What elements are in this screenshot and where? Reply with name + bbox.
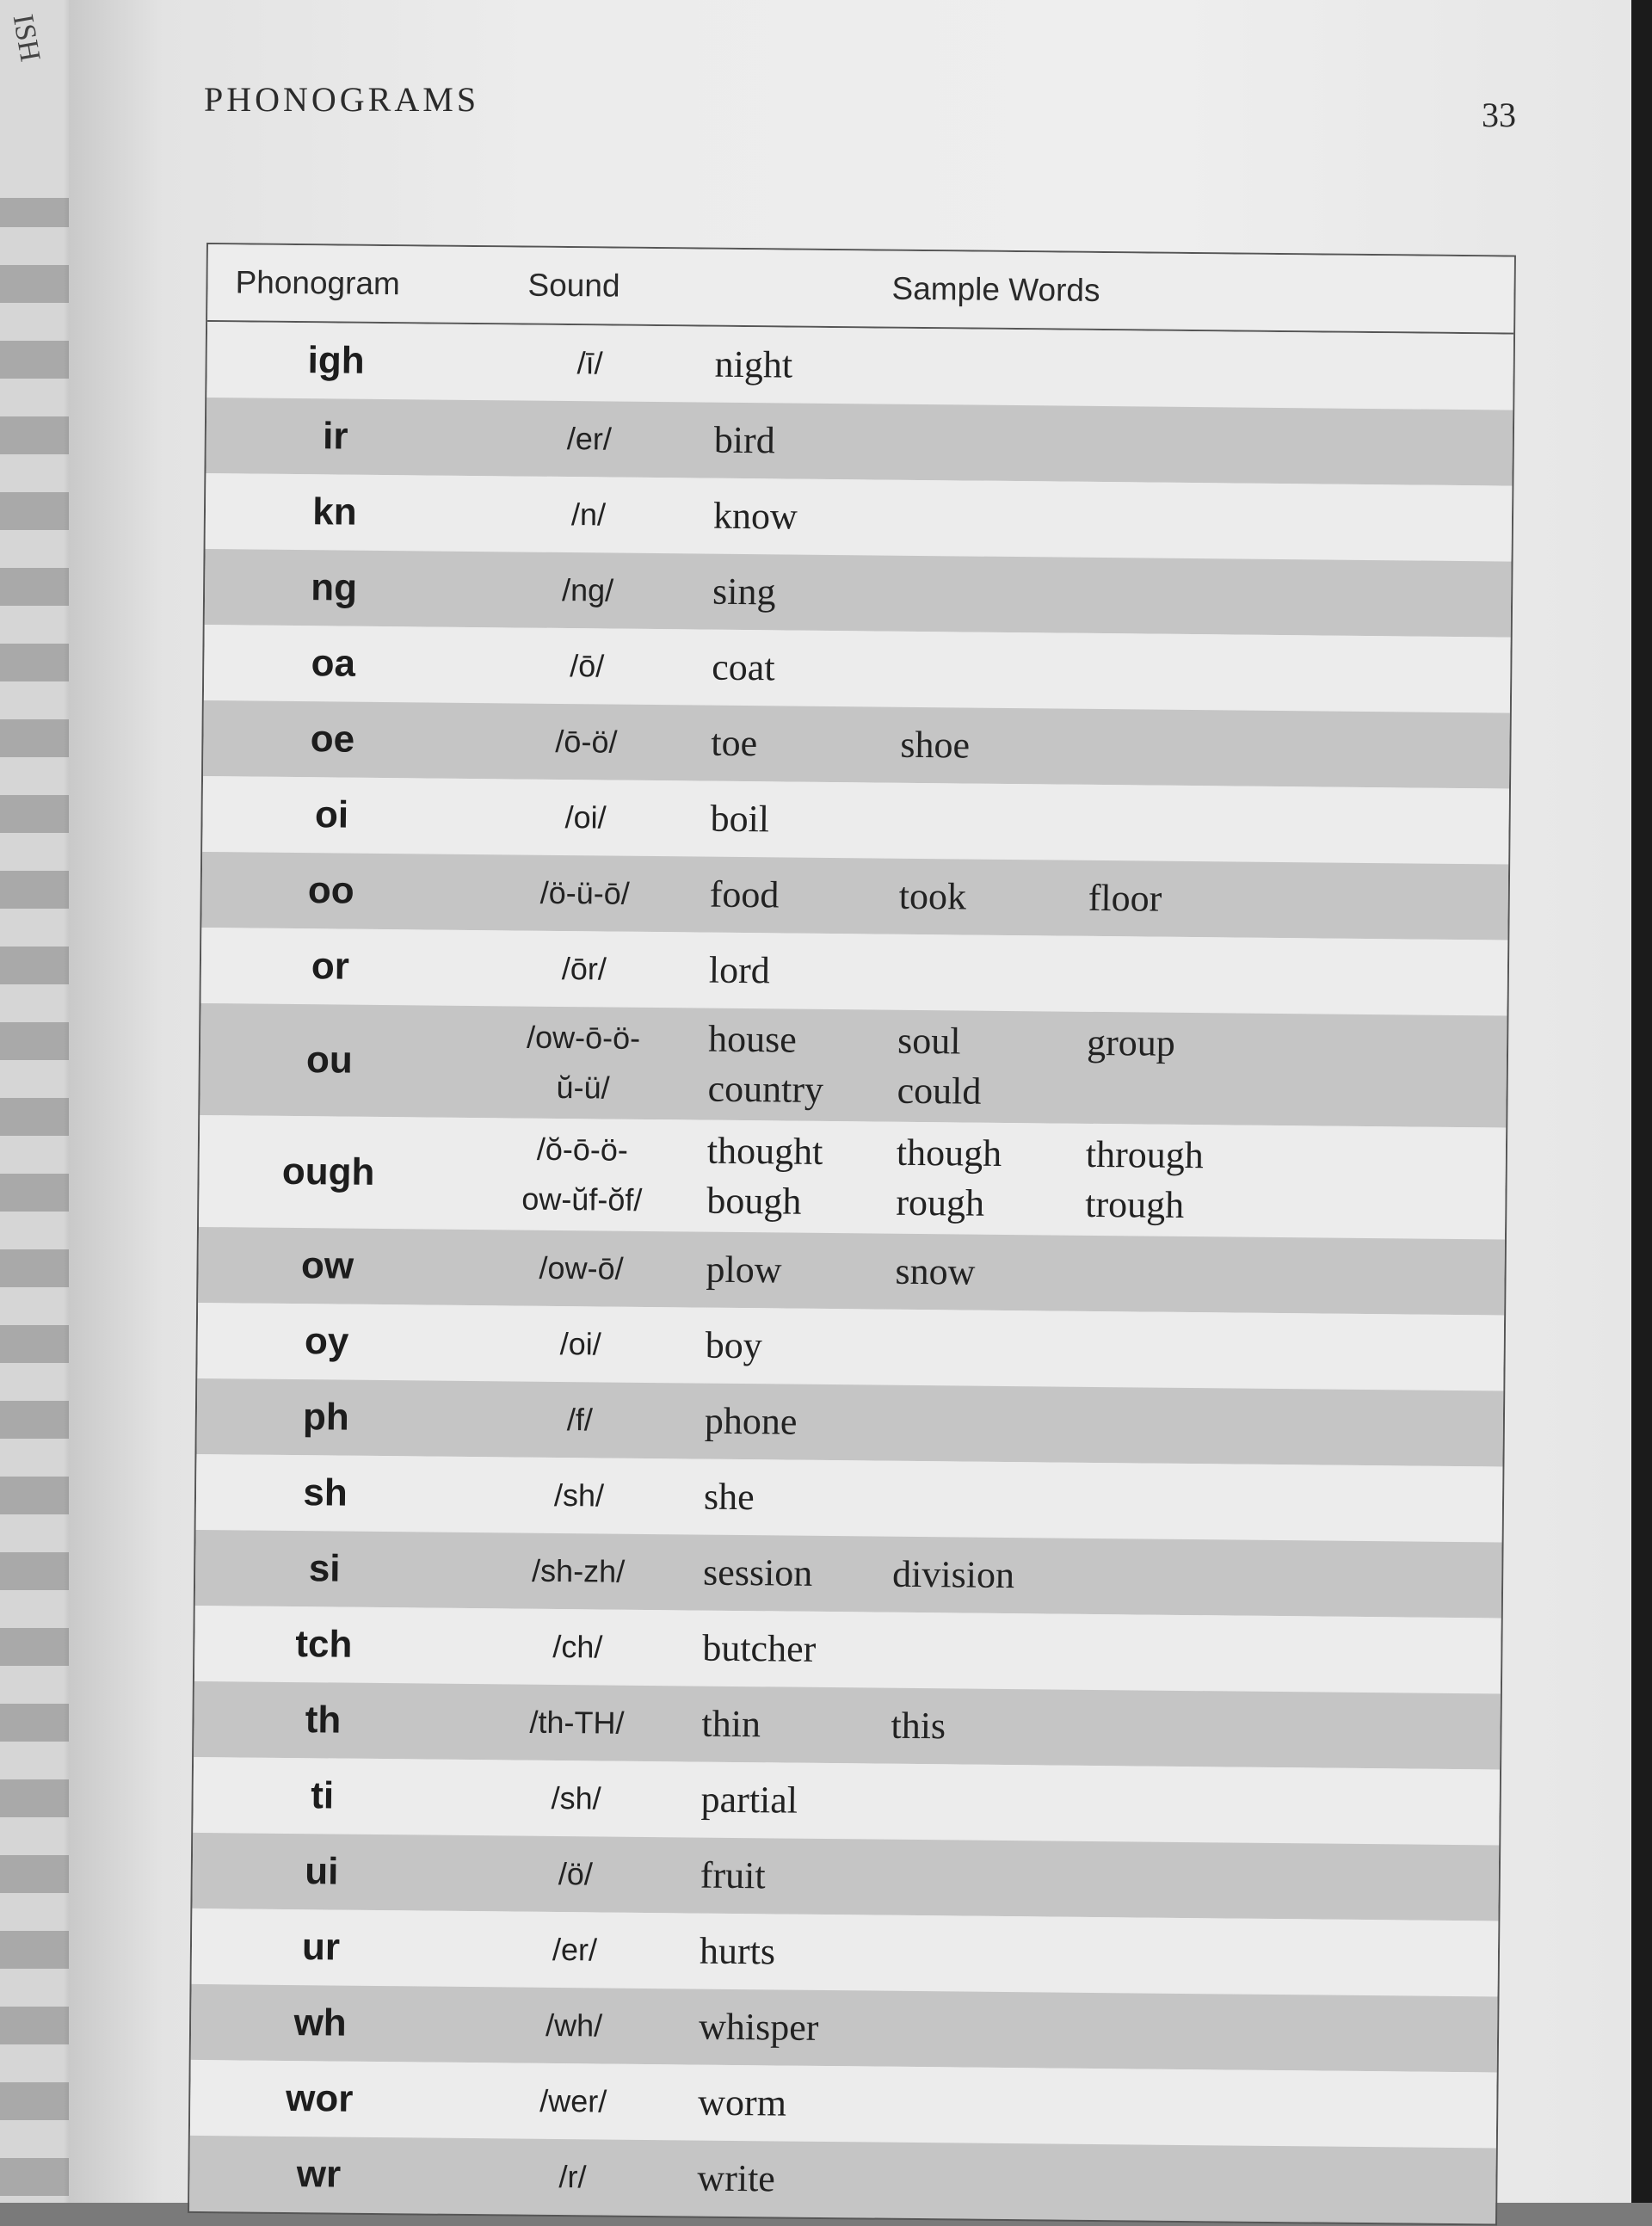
sample-words-cell [698, 2078, 1497, 2136]
sample-words-cell [704, 1472, 1503, 1530]
sample-word: phone [704, 1399, 798, 1443]
sample-word: sing [712, 570, 776, 614]
phonogram-cell: igh [307, 339, 365, 382]
sound-cell: /ch/ [552, 1628, 603, 1665]
sample-words-line [700, 1927, 1499, 1984]
sample-word: she [703, 1475, 755, 1519]
sample-words-cell [710, 794, 1509, 852]
table-row [198, 1227, 1505, 1316]
sample-words-cell [700, 1927, 1499, 1984]
sound-cell: /ŏ-ō-ö- ow-ŭf-ŏf/ [521, 1131, 643, 1218]
sample-words-cell [711, 718, 1510, 776]
table-row [189, 2136, 1496, 2224]
table-row [205, 549, 1512, 638]
sample-words-cell [709, 946, 1508, 1003]
sample-words-line [706, 1245, 1505, 1303]
sound-cell: /n/ [570, 496, 607, 533]
sample-word: food [709, 873, 780, 916]
sound-cell: /ö-ü-ō/ [539, 874, 630, 911]
sample-word: boy [705, 1323, 762, 1367]
column-header-phonogram: Phonogram [235, 264, 401, 302]
sound-cell: /wh/ [545, 2007, 603, 2044]
sample-word: night [714, 342, 793, 386]
sample-words-line [705, 1397, 1504, 1454]
phonogram-cell: ur [301, 1926, 341, 1969]
sound-cell: /sh-zh/ [531, 1552, 626, 1589]
table-body [189, 322, 1513, 2223]
table-row [195, 1530, 1502, 1619]
sample-word: lord [708, 948, 771, 992]
sound-cell: /ī/ [576, 345, 603, 381]
sample-word: trough [1085, 1182, 1185, 1226]
table-row [197, 1303, 1504, 1391]
sound-cell: /sh/ [553, 1477, 605, 1514]
table-header [207, 244, 1514, 335]
sample-words-cell [700, 1775, 1500, 1833]
sample-word: snow [895, 1249, 976, 1293]
sample-word: boil [710, 797, 770, 841]
phonogram-cell: tch [295, 1623, 353, 1666]
sample-word: know [712, 494, 798, 538]
sample-word: could [897, 1069, 982, 1113]
sample-words-line [710, 794, 1509, 852]
sample-words-line [700, 1775, 1500, 1833]
sample-words-line [709, 946, 1508, 1003]
sound-cell: /er/ [566, 421, 613, 457]
sample-words-cell [707, 1014, 1507, 1122]
sample-word: thin [701, 1702, 761, 1746]
table-row [201, 928, 1508, 1016]
phonogram-cell: oe [310, 718, 355, 761]
sample-words-line [705, 1321, 1504, 1378]
sample-word: bough [706, 1179, 802, 1223]
sound-cell: /ng/ [561, 571, 614, 608]
table-row [206, 322, 1513, 410]
sample-words-line [711, 718, 1510, 776]
phonogram-table [188, 243, 1516, 2226]
sample-word: plow [706, 1248, 782, 1292]
sample-words-line [714, 416, 1513, 473]
sample-word: worm [698, 2081, 787, 2124]
sound-cell: /th-TH/ [529, 1704, 625, 1741]
sample-word: bird [713, 418, 775, 462]
sample-words-line [697, 2154, 1496, 2211]
sample-words-line [701, 1699, 1501, 1757]
sound-cell: /r/ [558, 2159, 587, 2195]
sample-words-cell [700, 1851, 1500, 1908]
phonogram-cell: wr [296, 2153, 342, 2196]
column-header-sample-words: Sample Words [891, 270, 1100, 308]
sound-cell: /sh/ [551, 1779, 601, 1816]
background-edge [1631, 0, 1652, 2203]
sample-words-line [702, 1624, 1501, 1681]
sample-words-line [712, 567, 1512, 625]
sample-words-cell [705, 1321, 1504, 1378]
sample-word: rough [896, 1181, 985, 1224]
sample-word: butcher [702, 1626, 817, 1670]
sample-words-cell [712, 567, 1512, 625]
phonogram-cell: sh [303, 1471, 348, 1514]
phonogram-cell: ou [305, 1039, 353, 1082]
table-row [206, 473, 1513, 562]
table-row [200, 1003, 1507, 1128]
sample-words-cell [714, 416, 1513, 473]
table-row [204, 625, 1511, 713]
sample-words-cell [701, 1699, 1501, 1757]
sample-words-line [713, 491, 1513, 549]
table-row [206, 398, 1513, 486]
phonogram-cell: ow [300, 1244, 354, 1287]
sound-cell: /oi/ [559, 1326, 601, 1362]
sample-words-cell [709, 870, 1508, 928]
sample-words-line [700, 1851, 1500, 1908]
sample-words-line [699, 2002, 1498, 2060]
table-row [191, 1984, 1498, 2073]
column-header-sound: Sound [527, 267, 620, 304]
table-row [199, 1115, 1506, 1240]
table-row [202, 776, 1509, 865]
sample-words-line [707, 1064, 1507, 1122]
sample-words-line [709, 870, 1508, 928]
sample-word: whisper [698, 2005, 819, 2049]
sound-cell: /f/ [566, 1402, 594, 1438]
table-row [192, 1908, 1499, 1997]
sample-words-line [707, 1126, 1507, 1184]
sample-words-cell [714, 340, 1513, 398]
phonogram-cell: ng [311, 566, 358, 609]
phonogram-cell: wor [285, 2076, 354, 2120]
sample-word: floor [1088, 876, 1162, 920]
sample-words-cell [697, 2154, 1496, 2211]
table-row [190, 2060, 1497, 2149]
phonogram-cell: oa [311, 642, 356, 685]
table-row [194, 1606, 1501, 1694]
sound-cell: /wer/ [539, 2082, 607, 2119]
phonogram-cell: oo [307, 869, 354, 912]
table-row [194, 1681, 1501, 1770]
table-row [196, 1454, 1503, 1543]
sample-words-line [708, 1014, 1507, 1072]
sample-word: group [1086, 1021, 1176, 1064]
sound-cell: /er/ [552, 1931, 598, 1968]
phonogram-cell: or [311, 945, 350, 988]
sample-words-line [703, 1548, 1502, 1606]
sample-word: hurts [699, 1929, 776, 1973]
sample-words-cell [706, 1245, 1505, 1303]
sample-word: division [891, 1552, 1015, 1597]
sample-words-cell [705, 1397, 1504, 1454]
sample-word: partial [700, 1778, 798, 1822]
sample-words-line [704, 1472, 1503, 1530]
sample-word: write [697, 2156, 776, 2200]
sample-words-line [706, 1176, 1506, 1234]
facing-page-header-fragment: ISH [6, 12, 46, 65]
sample-word: session [702, 1551, 813, 1594]
sample-word: soul [897, 1019, 961, 1063]
phonogram-cell: oy [304, 1320, 349, 1363]
phonogram-cell: ir [322, 415, 348, 458]
phonogram-cell: th [305, 1699, 342, 1742]
sample-word: took [898, 874, 967, 918]
sample-word: coat [712, 645, 775, 689]
sample-words-cell [703, 1548, 1502, 1606]
phonogram-cell: ough [281, 1150, 375, 1193]
phonogram-cell: ph [302, 1396, 350, 1439]
sample-word: toe [711, 721, 758, 765]
table-row [196, 1378, 1503, 1467]
sample-words-cell [706, 1126, 1506, 1234]
page-number: 33 [1482, 96, 1516, 134]
sound-cell: /ō/ [570, 648, 605, 684]
sample-words-line [714, 340, 1513, 398]
phonogram-cell: oi [314, 793, 349, 836]
sample-word: fruit [700, 1853, 766, 1897]
sample-words-cell [699, 2002, 1498, 2060]
phonogram-cell: si [308, 1547, 341, 1590]
running-head: PHONOGRAMS [204, 80, 480, 119]
sound-cell: /ōr/ [561, 951, 607, 987]
sound-cell: /ō-ö/ [555, 723, 618, 760]
sample-words-cell [702, 1624, 1501, 1681]
sound-cell: /ow-ō/ [539, 1249, 624, 1286]
sample-words-line [712, 643, 1511, 700]
phonogram-cell: wh [293, 2001, 347, 2044]
phonogram-cell: ti [310, 1774, 335, 1817]
sample-word: shoe [900, 723, 971, 767]
sample-word: though [896, 1131, 1002, 1175]
sample-words-cell [713, 491, 1513, 549]
sound-cell: /ö/ [558, 1856, 594, 1892]
sound-cell: /oi/ [564, 799, 607, 836]
sample-word: this [891, 1704, 946, 1748]
sample-words-line [698, 2078, 1497, 2136]
table-row [192, 1833, 1499, 1921]
sample-word: thought [706, 1129, 823, 1173]
phonogram-cell: ui [305, 1850, 339, 1893]
sample-word: through [1085, 1132, 1204, 1177]
table-row [193, 1757, 1500, 1846]
sample-word: house [707, 1017, 798, 1061]
table-row [201, 852, 1508, 940]
sample-word: country [707, 1067, 824, 1111]
table-row [203, 700, 1510, 789]
phonogram-cell: kn [312, 490, 357, 533]
sound-cell: /ow-ō-ö- ŭ-ü/ [526, 1019, 641, 1106]
sample-words-cell [712, 643, 1511, 700]
